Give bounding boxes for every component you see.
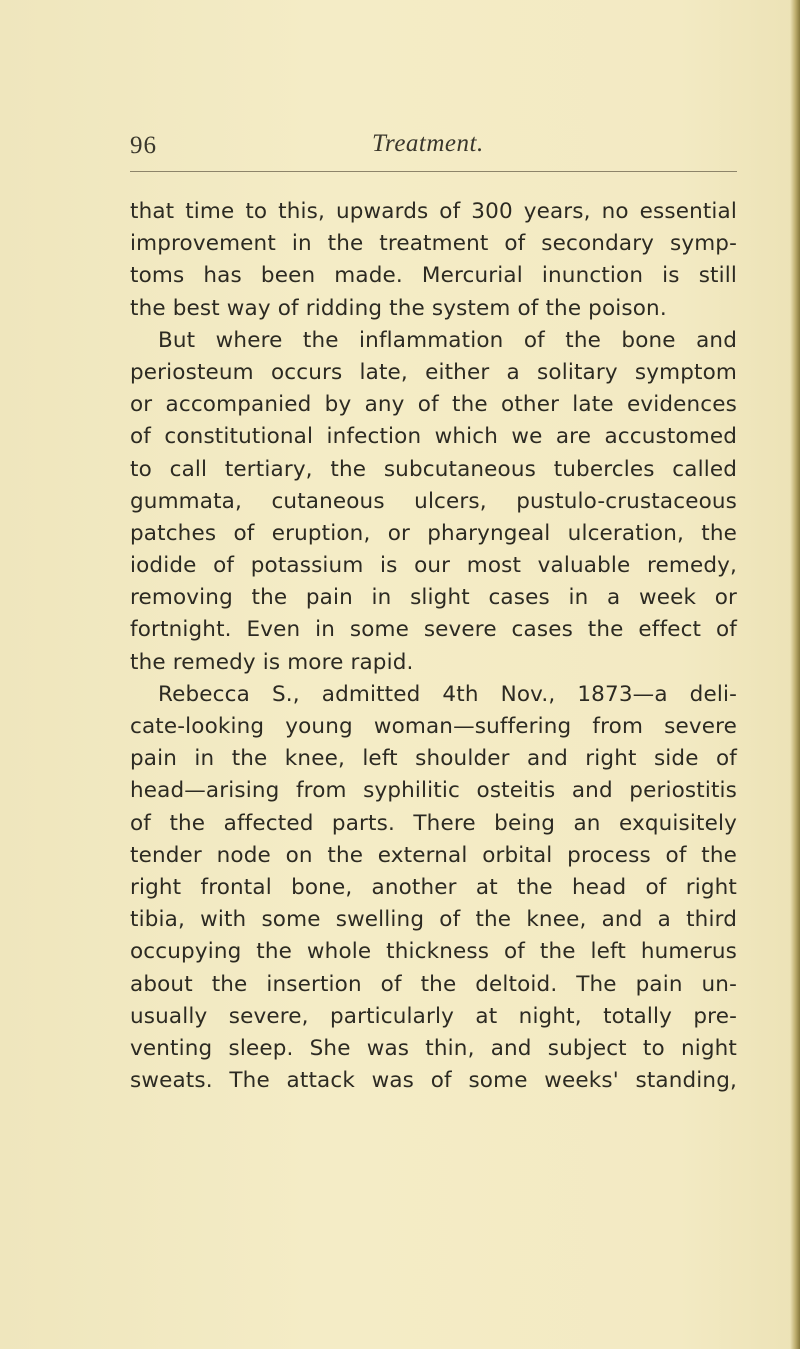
text-line: that time to this, upwards of 300 years, no essential	[130, 199, 737, 224]
text-line: tibia, with some swelling of the knee, and a third	[130, 907, 737, 933]
text-line: to call tertiary, the subcutaneous tubercles called	[130, 456, 737, 482]
text-line: the remedy is more rapid.	[130, 649, 414, 675]
text-line: improvement in the treatment of secondary symp-	[130, 231, 737, 257]
text-line: cate-looking young woman—suffering from severe	[130, 714, 737, 739]
text-line: gummata, cutaneous ulcers, pustulo-crustaceous	[130, 488, 737, 514]
text-line: tender node on the external orbital process of the	[130, 842, 737, 868]
text-line: about the insertion of the deltoid. The pain un-	[130, 971, 737, 997]
text-line: occupying the whole thickness of the left humerus	[130, 939, 737, 965]
text-line: pain in the knee, left shoulder and right side of	[130, 746, 737, 772]
page-number: 96	[130, 132, 157, 159]
text-line: right frontal bone, another at the head of right	[130, 874, 737, 900]
text-line: But where the inflammation of the bone and	[158, 327, 737, 353]
page-edge-shadow	[790, 0, 800, 1349]
text-line: usually severe, particularly at night, totally pre-	[130, 1003, 737, 1029]
header-rule	[130, 171, 737, 172]
text-line: removing the pain in slight cases in a week or	[130, 585, 737, 611]
text-line: the best way of ridding the system of the poison.	[130, 295, 667, 321]
text-line: head—arising from syphilitic osteitis and periostitis	[130, 778, 737, 804]
text-line: or accompanied by any of the other late evidences	[130, 392, 737, 418]
body-text	[130, 196, 737, 1097]
page-header	[0, 104, 800, 159]
running-head: Treatment.	[372, 130, 484, 157]
text-line: Rebecca S., admitted 4th Nov., 1873—a deli-	[158, 681, 737, 707]
text-line: sweats. The attack was of some weeks' standing,	[130, 1068, 737, 1094]
text-line: periosteum occurs late, either a solitary symptom	[130, 359, 737, 385]
text-line: of the affected parts. There being an exquisitely	[130, 810, 737, 836]
text-line: venting sleep. She was thin, and subject to night	[130, 1035, 737, 1061]
text-line: fortnight. Even in some severe cases the effect of	[130, 617, 737, 643]
text-line: toms has been made. Mercurial inunction is still	[130, 263, 737, 289]
text-line: iodide of potassium is our most valuable remedy,	[130, 553, 737, 579]
text-line: patches of eruption, or pharyngeal ulceration, the	[130, 520, 737, 546]
text-line: of constitutional infection which we are accustomed	[130, 424, 737, 450]
